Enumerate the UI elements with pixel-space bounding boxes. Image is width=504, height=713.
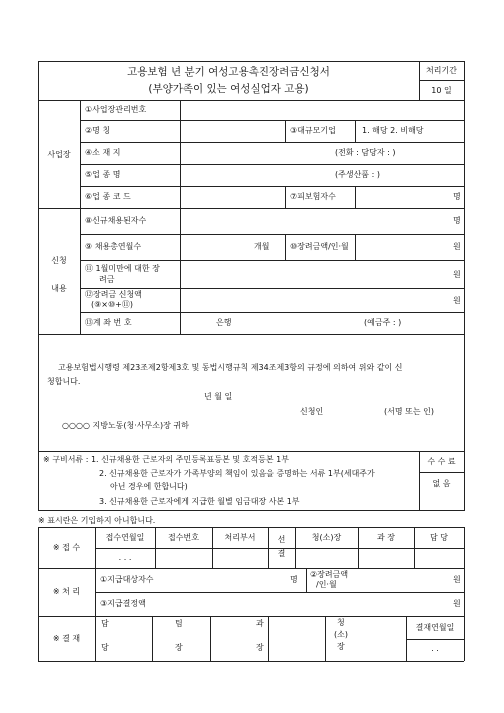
new-hires-label: ⑧신규채용된자수 (85, 216, 147, 225)
addressee: ○○○○ 지방노동(청·사무소)장 귀하 (62, 421, 189, 430)
attachment-item-3: 3. 신규채용한 근로자에게 지급한 월별 임금대장 사본 1부 (99, 497, 300, 506)
partial-month-unit: 원 (453, 270, 461, 279)
director-label: 과 장 (377, 533, 395, 542)
decide-label-2: 결 (277, 549, 286, 558)
pay-total-unit: 원 (453, 599, 461, 608)
approval-chief-2: (소) (334, 630, 348, 639)
attachment-item-1: ※ 구비서류 : 1. 신규채용한 근로자의 주민등록표등본 및 호적등본 1부 (43, 455, 289, 464)
header-bottom (38, 100, 464, 101)
request-amount-formula: (⑨×⑩+⑪) (91, 300, 133, 309)
industry-name-label: ⑤업 종 명 (85, 170, 121, 179)
period-label: 처리기간 (426, 66, 457, 75)
declaration-line-2: 청합니다. (47, 377, 81, 386)
large-company-options[interactable]: 1. 해당 2. 비해당 (362, 126, 424, 135)
account-holder: (예금주 : ) (364, 318, 402, 327)
office-note: ※ 표시란은 기입하지 아니합니다. (38, 516, 156, 525)
decide-label-1: 선 (277, 535, 286, 544)
insured-count-unit: 명 (453, 192, 461, 201)
insured-count-label: ⑦피보험자수 (290, 192, 336, 201)
total-months-unit: 개월 (254, 242, 270, 251)
account-no-label: ⑬계 좌 번 호 (85, 318, 132, 327)
declaration-line-1: 고용보험법시행령 제23조제2항제3호 및 동법시행규칙 제34조제3항의 규정에 의하여 위와 같이 신 (58, 363, 403, 372)
account-bank: 은행 (216, 318, 232, 327)
staff-label: 담 당 (430, 533, 448, 542)
frame-top (38, 61, 464, 62)
frame-bottom (38, 510, 464, 511)
biz-mgmt-no-label: ①사업장관리번호 (85, 105, 147, 114)
approval-team-2: 장 (175, 643, 183, 652)
total-months-label: ⑨ 채용총연월수 (85, 242, 142, 251)
request-amount-unit: 원 (453, 296, 461, 305)
receipt-date-label: 접수연월일 (105, 533, 145, 542)
business-label-col (180, 100, 181, 208)
biz-address-label: ④소 재 지 (85, 148, 121, 157)
fee-label: 수 수 료 (427, 457, 456, 466)
approval-chief-3: 장 (337, 642, 345, 651)
receipt-label: ※ 접 수 (52, 543, 81, 552)
approval-director-1: 과 (256, 619, 264, 628)
period-divider (419, 80, 464, 81)
receipt-no-label: 접수번호 (168, 533, 199, 542)
large-company-label: ③대규모기업 (290, 126, 336, 135)
receipt-date-dots: . . . (118, 553, 132, 562)
new-hires-unit: 명 (453, 216, 461, 225)
pay-count-label: ①지급대상자수 (100, 575, 154, 584)
approval-date-dots: . . (431, 644, 439, 653)
pay-rate-label-2: /인·월 (316, 580, 337, 589)
partial-month-label-2: 려금 (99, 275, 115, 284)
fee-value: 없 음 (432, 479, 451, 488)
declaration-date: 년 월 일 (204, 392, 233, 401)
pay-rate-unit: 원 (453, 575, 461, 584)
applicant-label: 신청인 (300, 407, 324, 416)
form-subtitle: (부양가족이 있는 여성실업자 고용) (148, 83, 309, 95)
subsidy-per-month-label: ⑩장려금액/인·월 (290, 242, 349, 251)
form-title: 고용보험 년 분기 여성고용촉진장려금신청서 (127, 66, 330, 78)
pay-count-unit: 명 (290, 575, 298, 584)
side-col-line (80, 100, 81, 334)
process-label: ※ 처 리 (52, 587, 81, 596)
approval-staff-2: 당 (101, 643, 109, 652)
pay-total-label: ③지급결정액 (100, 599, 146, 608)
approval-date-label: 결재연월일 (415, 623, 455, 632)
request-amount-label: ⑫장려금 신청액 (85, 290, 142, 299)
attachment-item-2b: 아닌 경우에 한합니다) (110, 482, 188, 491)
signature-label: (서명 또는 인) (384, 407, 434, 416)
pay-rate-label-1: ②장려금액 (310, 570, 349, 579)
section-business: 사업장 (47, 150, 71, 159)
industry-code-label: ⑥업 종 코 드 (85, 192, 131, 201)
approval-team-1: 팀 (175, 619, 183, 628)
approval-director-2: 장 (256, 643, 264, 652)
section-application-1: 신청 (51, 256, 67, 265)
approval-label: ※ 결 재 (52, 634, 81, 643)
partial-month-label-1: ⑪ 1월미만에 대한 장 (85, 264, 160, 273)
application-label-col (180, 208, 181, 334)
dept-label: 처리부서 (224, 533, 256, 542)
main-product: (주생산품 : ) (335, 170, 380, 179)
biz-name-label: ②명 칭 (85, 126, 111, 135)
frame-right (464, 61, 465, 511)
approval-chief-1: 청 (337, 618, 345, 627)
approval-staff-1: 담 (101, 619, 109, 628)
section-application-2: 내용 (51, 284, 67, 293)
period-value: 10 일 (431, 86, 452, 95)
attachment-item-2a: 2. 신규채용한 근로자가 가족부양의 책임이 있음을 증명하는 서류 1부(세대주가 (99, 469, 375, 478)
chief-label: 청(소)장 (311, 533, 342, 542)
biz-phone-manager: (전화 : 담당자 : ) (335, 148, 396, 157)
subsidy-per-month-unit: 원 (453, 242, 461, 251)
